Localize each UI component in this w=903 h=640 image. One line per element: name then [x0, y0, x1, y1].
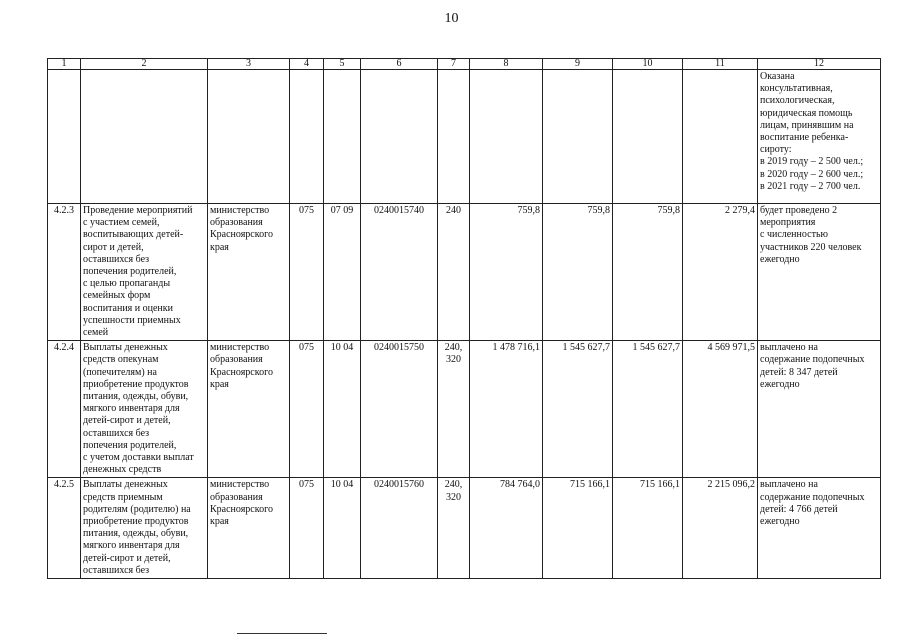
- grbs-code-cell: 075: [290, 204, 324, 341]
- expected-result-cell: Оказана консультативная, психологическая, юридическая помощь лицам, принявшим на воспитание ребенка- сироту: в 2019 году – 2 500 чел.; в 2020 году – 2 600 чел.; в 2021 году – 2 700 чел.: [758, 70, 881, 204]
- column-header: 2: [81, 59, 208, 70]
- expected-result-cell: выплачено на содержание подопечных детей: 8 347 детей ежегодно: [758, 341, 881, 478]
- expected-result-cell: будет проведено 2 мероприятия с численностью участников 220 человек ежегодно: [758, 204, 881, 341]
- year-2-amount-cell: 715 166,1: [543, 478, 613, 579]
- year-1-amount-cell: 759,8: [470, 204, 543, 341]
- executor-cell: министерство образования Красноярского края: [208, 478, 290, 579]
- column-header: 10: [613, 59, 683, 70]
- column-header: 1: [48, 59, 81, 70]
- year-3-amount-cell: 759,8: [613, 204, 683, 341]
- table-row: [48, 478, 881, 579]
- year-2-amount-cell: 1 545 627,7: [543, 341, 613, 478]
- grbs-code-cell: 075: [290, 478, 324, 579]
- program-measures-table: [47, 58, 881, 579]
- item-number-cell: 4.2.4: [48, 341, 81, 478]
- column-number-row: [48, 59, 881, 70]
- table-row: [48, 70, 881, 204]
- expense-type-cell: [438, 70, 470, 204]
- section-code-cell: 10 04: [324, 478, 361, 579]
- year-3-amount-cell: [613, 70, 683, 204]
- column-header: 8: [470, 59, 543, 70]
- expense-type-cell: 240, 320: [438, 341, 470, 478]
- target-article-cell: [361, 70, 438, 204]
- item-number-cell: 4.2.3: [48, 204, 81, 341]
- column-header: 9: [543, 59, 613, 70]
- column-header: 4: [290, 59, 324, 70]
- table-row: [48, 341, 881, 478]
- section-code-cell: 07 09: [324, 204, 361, 341]
- column-header: 11: [683, 59, 758, 70]
- grbs-code-cell: 075: [290, 341, 324, 478]
- column-header: 6: [361, 59, 438, 70]
- executor-cell: [208, 70, 290, 204]
- expense-type-cell: 240: [438, 204, 470, 341]
- page-number: 10: [444, 11, 459, 26]
- column-header: 3: [208, 59, 290, 70]
- measure-name-cell: Проведение мероприятий с участием семей, воспитывающих детей- сирот и детей, оставшихся без попечения родителей, с целью пропаганды семейных форм воспитания и оценки успешности приемных семей: [81, 204, 208, 341]
- year-2-amount-cell: 759,8: [543, 204, 613, 341]
- column-header: 7: [438, 59, 470, 70]
- grbs-code-cell: [290, 70, 324, 204]
- year-1-amount-cell: 784 764,0: [470, 478, 543, 579]
- measure-name-cell: Выплаты денежных средств опекунам (попечителям) на приобретение продуктов питания, одежды, обуви, мягкого инвентаря для детей-сирот и детей, оставшихся без попечения родителей, с учетом доставки выплат денежных средств: [81, 341, 208, 478]
- item-number-cell: 4.2.5: [48, 478, 81, 579]
- section-code-cell: [324, 70, 361, 204]
- total-amount-cell: 2 215 096,2: [683, 478, 758, 579]
- year-1-amount-cell: [470, 70, 543, 204]
- target-article-cell: 0240015740: [361, 204, 438, 341]
- column-header: 5: [324, 59, 361, 70]
- expected-result-cell: выплачено на содержание подопечных детей: 4 766 детей ежегодно: [758, 478, 881, 579]
- measure-name-cell: [81, 70, 208, 204]
- measure-name-cell: Выплаты денежных средств приемным родителям (родителю) на приобретение продуктов питания, одежды, обуви, мягкого инвентаря для детей-сирот и детей, оставшихся без: [81, 478, 208, 579]
- target-article-cell: 0240015760: [361, 478, 438, 579]
- item-number-cell: [48, 70, 81, 204]
- footer-rule: [237, 633, 327, 634]
- executor-cell: министерство образования Красноярского края: [208, 341, 290, 478]
- year-3-amount-cell: 1 545 627,7: [613, 341, 683, 478]
- target-article-cell: 0240015750: [361, 341, 438, 478]
- year-3-amount-cell: 715 166,1: [613, 478, 683, 579]
- table-row: [48, 204, 881, 341]
- expense-type-cell: 240, 320: [438, 478, 470, 579]
- total-amount-cell: 2 279,4: [683, 204, 758, 341]
- executor-cell: министерство образования Красноярского края: [208, 204, 290, 341]
- year-2-amount-cell: [543, 70, 613, 204]
- total-amount-cell: 4 569 971,5: [683, 341, 758, 478]
- column-header: 12: [758, 59, 881, 70]
- year-1-amount-cell: 1 478 716,1: [470, 341, 543, 478]
- total-amount-cell: [683, 70, 758, 204]
- section-code-cell: 10 04: [324, 341, 361, 478]
